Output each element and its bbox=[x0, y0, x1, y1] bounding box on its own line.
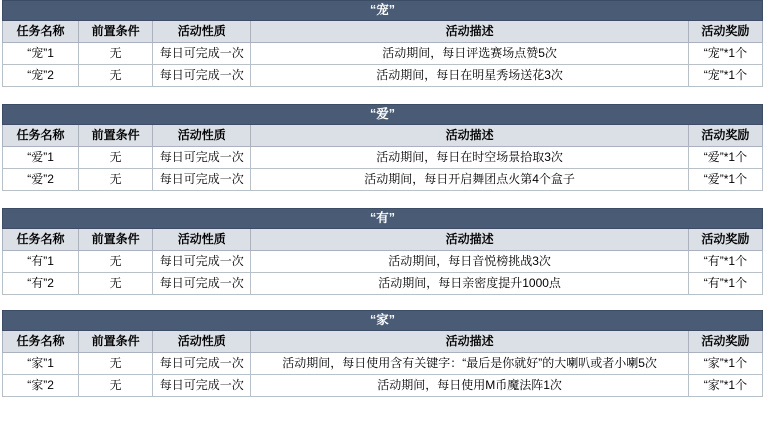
column-header-activity-type: 活动性质 bbox=[153, 331, 251, 353]
cell-task-name: “宠”1 bbox=[3, 43, 79, 65]
cell-activity-description: 活动期间，每日使用含有关键字：“最后是你就好”的大喇叭或者小喇5次 bbox=[251, 353, 689, 375]
column-header-prerequisite: 前置条件 bbox=[79, 125, 153, 147]
column-header-prerequisite: 前置条件 bbox=[79, 229, 153, 251]
cell-task-name: “家”1 bbox=[3, 353, 79, 375]
table-header-row bbox=[3, 331, 763, 353]
cell-prerequisite: 无 bbox=[79, 65, 153, 87]
cell-prerequisite: 无 bbox=[79, 147, 153, 169]
table-row bbox=[3, 375, 763, 397]
column-header-activity-type: 活动性质 bbox=[153, 21, 251, 43]
cell-activity-reward: “爱”*1个 bbox=[688, 147, 762, 169]
cell-activity-type: 每日可完成一次 bbox=[153, 353, 251, 375]
cell-activity-reward: “有”*1个 bbox=[688, 251, 762, 273]
cell-prerequisite: 无 bbox=[79, 353, 153, 375]
column-header-activity-description: 活动描述 bbox=[251, 229, 689, 251]
column-header-task-name: 任务名称 bbox=[3, 331, 79, 353]
cell-task-name: “有”2 bbox=[3, 273, 79, 295]
cell-activity-type: 每日可完成一次 bbox=[153, 147, 251, 169]
cell-task-name: “家”2 bbox=[3, 375, 79, 397]
table-header-row bbox=[3, 229, 763, 251]
table-header-row bbox=[3, 21, 763, 43]
table-row bbox=[3, 169, 763, 191]
column-header-activity-reward: 活动奖励 bbox=[688, 21, 762, 43]
table-row bbox=[3, 251, 763, 273]
column-header-task-name: 任务名称 bbox=[3, 229, 79, 251]
cell-prerequisite: 无 bbox=[79, 169, 153, 191]
table-title-row bbox=[3, 1, 763, 21]
cell-activity-type: 每日可完成一次 bbox=[153, 65, 251, 87]
cell-activity-reward: “爱”*1个 bbox=[688, 169, 762, 191]
table-row bbox=[3, 273, 763, 295]
column-header-activity-type: 活动性质 bbox=[153, 229, 251, 251]
cell-activity-reward: “家”*1个 bbox=[688, 353, 762, 375]
task-table-have bbox=[2, 208, 763, 295]
task-table-pet bbox=[2, 0, 763, 87]
table-row bbox=[3, 147, 763, 169]
cell-activity-description: 活动期间，每日评选赛场点赞5次 bbox=[251, 43, 689, 65]
cell-activity-type: 每日可完成一次 bbox=[153, 273, 251, 295]
column-header-activity-type: 活动性质 bbox=[153, 125, 251, 147]
column-header-activity-description: 活动描述 bbox=[251, 125, 689, 147]
cell-activity-type: 每日可完成一次 bbox=[153, 251, 251, 273]
column-header-activity-description: 活动描述 bbox=[251, 331, 689, 353]
cell-prerequisite: 无 bbox=[79, 43, 153, 65]
column-header-activity-description: 活动描述 bbox=[251, 21, 689, 43]
column-header-activity-reward: 活动奖励 bbox=[688, 125, 762, 147]
cell-task-name: “爱”1 bbox=[3, 147, 79, 169]
cell-task-name: “宠”2 bbox=[3, 65, 79, 87]
task-table-home bbox=[2, 310, 763, 397]
cell-activity-type: 每日可完成一次 bbox=[153, 169, 251, 191]
table-title: “家” bbox=[3, 311, 763, 331]
cell-activity-description: 活动期间，每日开启舞团点火第4个盒子 bbox=[251, 169, 689, 191]
table-row bbox=[3, 43, 763, 65]
column-header-task-name: 任务名称 bbox=[3, 125, 79, 147]
cell-activity-reward: “有”*1个 bbox=[688, 273, 762, 295]
cell-activity-reward: “宠”*1个 bbox=[688, 65, 762, 87]
table-title-row bbox=[3, 105, 763, 125]
cell-activity-description: 活动期间，每日在明星秀场送花3次 bbox=[251, 65, 689, 87]
cell-prerequisite: 无 bbox=[79, 251, 153, 273]
cell-activity-description: 活动期间，每日在时空场景拾取3次 bbox=[251, 147, 689, 169]
table-row bbox=[3, 65, 763, 87]
cell-task-name: “爱”2 bbox=[3, 169, 79, 191]
column-header-activity-reward: 活动奖励 bbox=[688, 331, 762, 353]
cell-activity-type: 每日可完成一次 bbox=[153, 43, 251, 65]
cell-task-name: “有”1 bbox=[3, 251, 79, 273]
column-header-prerequisite: 前置条件 bbox=[79, 21, 153, 43]
cell-activity-reward: “家”*1个 bbox=[688, 375, 762, 397]
table-title-row bbox=[3, 209, 763, 229]
cell-prerequisite: 无 bbox=[79, 375, 153, 397]
block-spacer bbox=[0, 295, 761, 310]
task-table-love bbox=[2, 104, 763, 191]
cell-activity-description: 活动期间，每日音悦榜挑战3次 bbox=[251, 251, 689, 273]
cell-activity-description: 活动期间，每日使用M币魔法阵1次 bbox=[251, 375, 689, 397]
table-title-row bbox=[3, 311, 763, 331]
table-header-row bbox=[3, 125, 763, 147]
table-title: “有” bbox=[3, 209, 763, 229]
column-header-prerequisite: 前置条件 bbox=[79, 331, 153, 353]
cell-prerequisite: 无 bbox=[79, 273, 153, 295]
column-header-activity-reward: 活动奖励 bbox=[688, 229, 762, 251]
table-title: “宠” bbox=[3, 1, 763, 21]
cell-activity-type: 每日可完成一次 bbox=[153, 375, 251, 397]
block-spacer bbox=[0, 87, 761, 104]
column-header-task-name: 任务名称 bbox=[3, 21, 79, 43]
cell-activity-description: 活动期间，每日亲密度提升1000点 bbox=[251, 273, 689, 295]
block-spacer bbox=[0, 191, 761, 208]
table-row bbox=[3, 353, 763, 375]
cell-activity-reward: “宠”*1个 bbox=[688, 43, 762, 65]
table-title: “爱” bbox=[3, 105, 763, 125]
